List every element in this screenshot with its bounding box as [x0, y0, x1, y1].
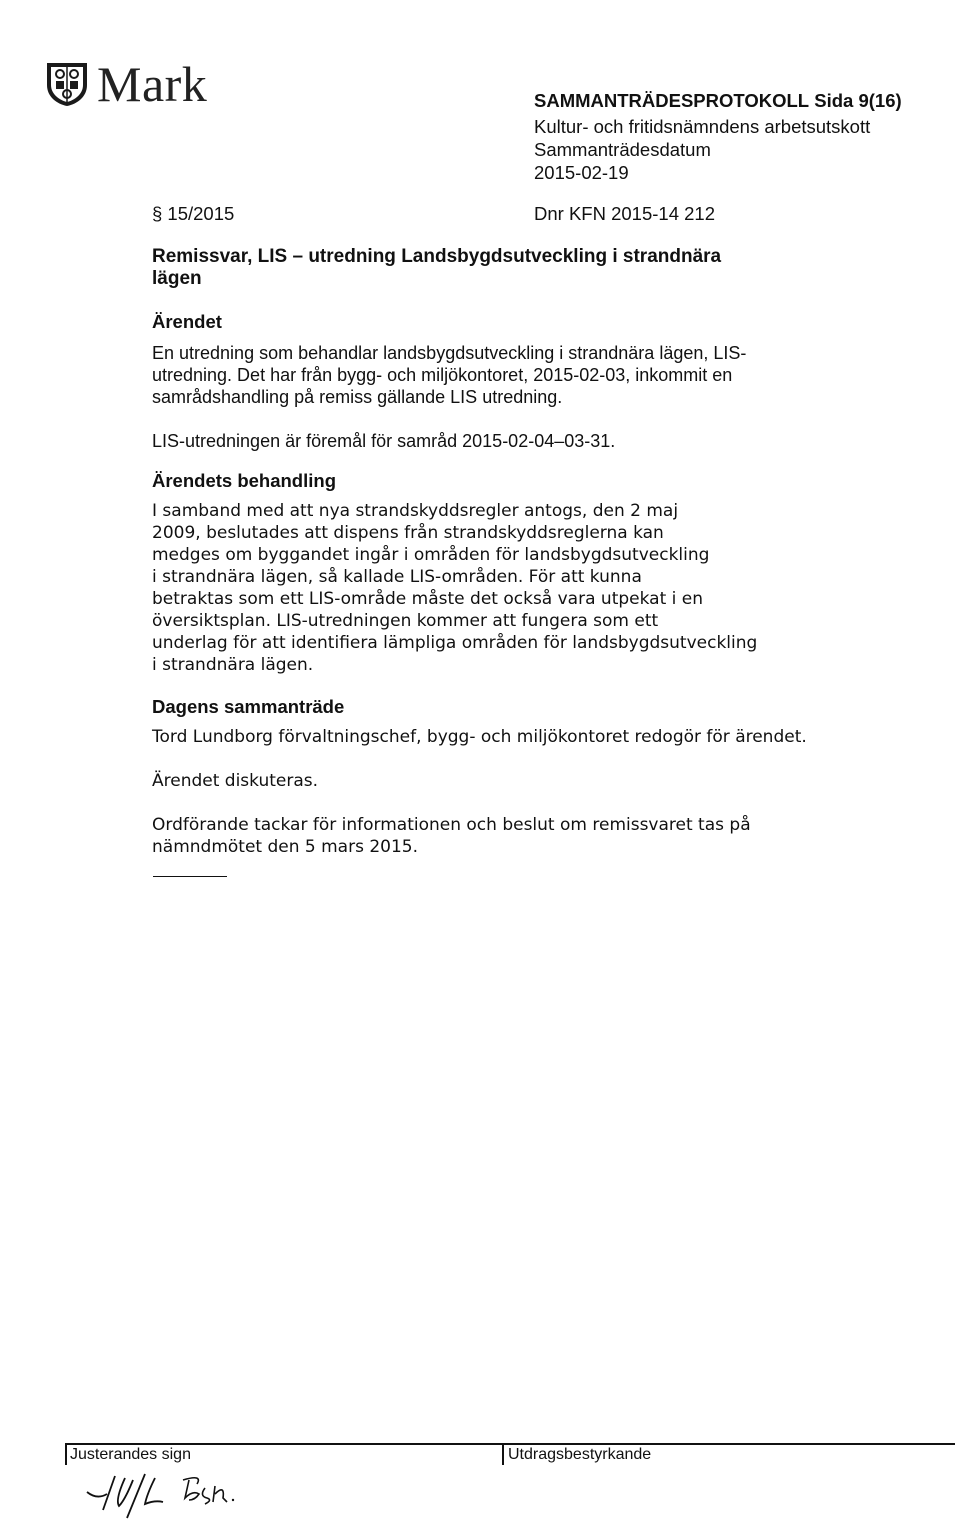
- utdragsbestyrkande-label: Utdragsbestyrkande: [508, 1446, 652, 1463]
- arendet-line-3: samrådshandling på remiss gällande LIS utredning.: [152, 387, 563, 407]
- page-number: Sida 9(16): [814, 90, 902, 111]
- sammantrade-paragraph-2: Ärendet diskuteras.: [152, 771, 319, 791]
- diary-number: Dnr KFN 2015-14 212: [534, 203, 715, 224]
- municipal-coat-of-arms-icon: [45, 61, 89, 107]
- arendet-line-1: En utredning som behandlar landsbygdsutveckling i strandnära lägen, LIS-: [152, 343, 747, 363]
- arendet-line-2: utredning. Det har från bygg- och miljökontoret, 2015-02-03, inkommit en: [152, 365, 733, 385]
- behandling-line: betraktas som ett LIS-område måste det också vara utpekat i en: [152, 589, 703, 609]
- meeting-date-label: Sammanträdesdatum: [534, 139, 711, 160]
- behandling-line: 2009, beslutades att dispens från strandskyddsreglerna kan: [152, 523, 664, 543]
- sammantrade-paragraph-1: Tord Lundborg förvaltningschef, bygg- och miljökontoret redogör för ärendet.: [152, 727, 807, 747]
- end-of-section-rule: [153, 876, 227, 877]
- footer-divider-middle: [502, 1443, 504, 1465]
- sammantrade-paragraph-3-line-1: Ordförande tackar för informationen och beslut om remissvaret tas på: [152, 815, 751, 835]
- behandling-line: i strandnära lägen.: [152, 655, 314, 675]
- case-title-line-2: lägen: [152, 268, 202, 289]
- section-number: § 15/2015: [152, 203, 235, 224]
- arendet-paragraph-2: LIS-utredningen är föremål för samråd 2015-02-04–03-31.: [152, 431, 616, 451]
- committee-name: Kultur- och fritidsnämndens arbetsutskott: [534, 116, 871, 137]
- sammantrade-paragraph-3-line-2: nämndmötet den 5 mars 2015.: [152, 837, 419, 857]
- arendet-heading: Ärendet: [152, 311, 222, 332]
- protocol-title: SAMMANTRÄDESPROTOKOLL: [534, 90, 810, 111]
- meeting-date: 2015-02-19: [534, 162, 629, 183]
- case-title-line-1: Remissvar, LIS – utredning Landsbygdsutveckling i strandnära: [152, 246, 722, 267]
- handwritten-signature: [85, 1470, 255, 1520]
- sammantrade-heading: Dagens sammanträde: [152, 696, 345, 717]
- behandling-line: underlag för att identifiera lämpliga områden för landsbygdsutveckling: [152, 633, 758, 653]
- footer-rule: [65, 1443, 955, 1445]
- behandling-heading: Ärendets behandling: [152, 470, 336, 491]
- behandling-line: medges om byggandet ingår i områden för landsbygdsutveckling: [152, 545, 710, 565]
- behandling-line: översiktsplan. LIS-utredningen kommer att fungera som ett: [152, 611, 659, 631]
- behandling-line: i strandnära lägen, så kallade LIS-områden. För att kunna: [152, 567, 642, 587]
- footer-divider-left: [65, 1443, 67, 1465]
- protocol-header: [534, 90, 902, 112]
- justerandes-sign-label: Justerandes sign: [70, 1446, 191, 1463]
- logo-wordmark: Mark: [97, 56, 208, 112]
- behandling-line: I samband med att nya strandskyddsregler antogs, den 2 maj: [152, 501, 679, 521]
